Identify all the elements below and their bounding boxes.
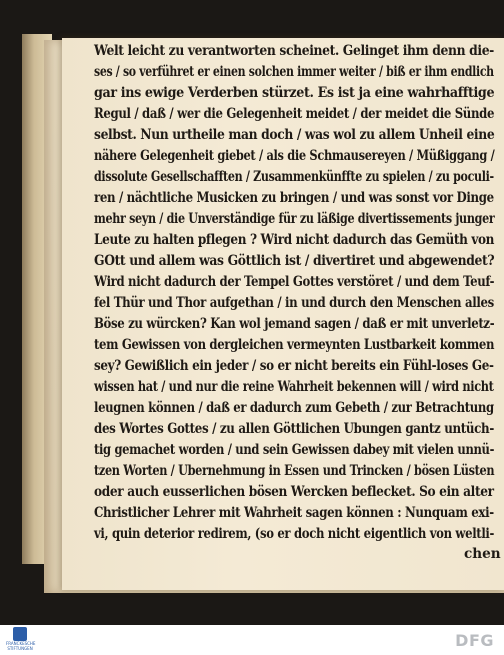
text-line: Welt leicht zu verantworten scheinet. Gelinget ihm denn die- xyxy=(94,43,494,59)
institution-logo-icon xyxy=(13,627,27,641)
text-line: gar ins ewige Verderben stürzet. Es ist ja eine wahrhafftige xyxy=(94,85,495,101)
text-line: ren / nächtliche Musicken zu bringen / und was sonst vor Dinge xyxy=(94,190,494,206)
dfg-logo[interactable]: DFG xyxy=(455,631,494,650)
viewer-footer xyxy=(0,625,504,655)
text-line: Regul / daß / wer die Gelegenheit meidet / der meidet die Sünde xyxy=(94,106,495,122)
text-line: Wird nicht dadurch der Tempel Gottes verstöret / und dem Teuf- xyxy=(94,274,495,290)
text-line: tzen Worten / Ubernehmung in Essen und Trincken / bösen Lüsten xyxy=(94,463,495,479)
text-line: tem Gewissen von dergleichen vermeynten Lustbarkeit kommen xyxy=(94,337,495,353)
text-line: sey? Gewißlich ein jeder / so er nicht bereits ein Fühl-loses Ge- xyxy=(94,358,494,374)
text-line: Böse zu würcken? Kan wol jemand sagen / daß er mit unverletz- xyxy=(94,316,495,332)
text-line: Christlicher Lehrer mit Wahrheit sagen können : Nunquam exi- xyxy=(94,505,494,521)
text-line: fel Thür und Thor aufgethan / in und durch den Menschen alles xyxy=(94,295,494,311)
institution-logo[interactable] xyxy=(6,627,34,653)
text-line: nähere Gelegenheit giebet / als die Schmausereyen / Müßiggang / xyxy=(94,148,495,164)
text-line: des Wortes Gottes / zu allen Göttlichen Ubungen gantz untüch- xyxy=(94,421,494,437)
text-line: mehr seyn / die Unverständige für zu läßige divertissements junger xyxy=(94,211,495,227)
text-line: tig gemachet worden / und sein Gewissen dabey mit vielen unnü- xyxy=(94,442,495,458)
book-page xyxy=(62,38,504,590)
text-line: wissen hat / und nur die reine Wahrheit bekennen will / wird nicht xyxy=(94,379,494,395)
text-line: GOtt und allem was Göttlich ist / divertiret und abgewendet? xyxy=(94,253,495,269)
institution-logo-text: FRANCKESCHE STIFTUNGEN xyxy=(6,641,36,651)
catchword: chen xyxy=(464,546,501,562)
text-line: selbst. Nun urtheile man doch / was wol zu allem Unheil eine xyxy=(94,127,495,143)
text-line: Leute zu halten pflegen ? Wird nicht dadurch das Gemüth von xyxy=(94,232,495,248)
text-line: leugnen können / daß er dadurch zum Gebeth / zur Betrachtung xyxy=(94,400,494,416)
text-line: dissolute Gesellschafften / Zusammenkünffte zu spielen / zu poculi- xyxy=(94,169,494,185)
text-line: oder auch eusserlichen bösen Wercken beflecket. So ein alter xyxy=(94,484,494,500)
text-line: ses / so verführet er einen solchen immer weiter / biß er ihm endlich xyxy=(94,64,494,80)
text-line: vi, quin deterior redirem, (so er doch nicht eigentlich von weltli- xyxy=(94,526,495,542)
